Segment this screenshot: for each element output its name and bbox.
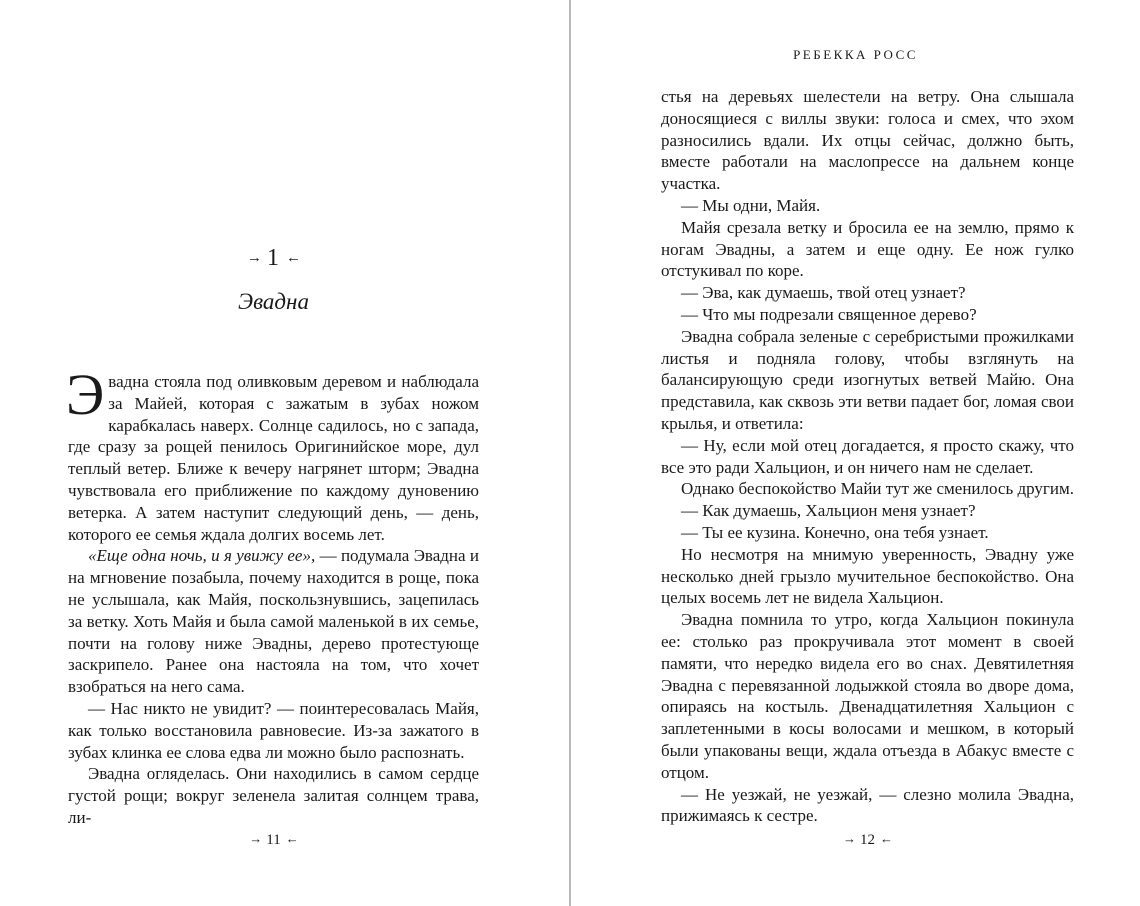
page-number: 12 [860,832,875,848]
left-page [0,0,569,906]
right-page-text [661,86,1074,827]
paragraph: Однако беспокойство Майи тут же сменилось другим. [681,479,1074,499]
paragraph: — Нас никто не увидит? — поинтересовалась Майя, как только восстановила равновесие. Из-за зажатого в зубах клинка ее слова едва ли можно было распознать. [68,698,479,762]
chapter-number-line [68,244,479,272]
drop-cap: Э [66,362,105,427]
paragraph: — Как думаешь, Хальцион меня узнает? [681,501,976,521]
page-number: 11 [266,832,281,848]
paragraph: — Ты ее кузина. Конечно, она тебя узнает. [681,522,989,542]
paragraph: — Ну, если мой отец догадается, я просто скажу, что все это ради Хальцион, и он ничего нам не сделает. [661,435,1074,477]
paragraph [68,545,479,698]
paragraph: — Эва, как думаешь, твой отец узнает? [681,283,966,303]
paragraph: — Не уезжай, не уезжай, — слезно молила Эвадна, прижимаясь к сестре. [661,784,1074,826]
paragraph: — Мы одни, Майя. [681,195,821,215]
chapter-heading [68,244,479,316]
paragraph: Эвадна помнила то утро, когда Хальцион покинула ее: столько раз прокручивала этот момент в своей памяти, что нередко видела его во снах. Девятилетняя Эвадна с перевязанной лодыжкой стояла во дворе дома, опираясь на костыль. Двенадцатилетняя Хальцион с заплетенными в косы волосами и мешком, в который были упакованы вещи, ждала отъезда в Абакус вместе с отцом. [661,610,1074,782]
paragraph: — Что мы подрезали священное дерево? [681,304,977,324]
chapter-number: 1 [267,245,280,271]
paragraph: Эвадна огляделась. Они находились в самом сердце густой рощи; вокруг зеленела залитая солнцем трава, ли- [68,764,479,827]
paragraph: стья на деревьях шелестели на ветру. Она слышала доносящиеся с виллы звуки: голоса и смех, что эхом разносились вдали. Их отцы сейчас, должно быть, вместе работали на маслопрессе на дальнем конце участка. [661,87,1074,194]
page-number-left [68,831,479,849]
left-page-text [66,362,480,829]
page-number-right [661,831,1074,849]
paragraph-text: — подумала Эвадна и на мгновение позабыла, почему находится в роще, пока не услышала, как Майя, поскользнувшись, зацепилась за ветку. Хоть Майя и была самой маленькой в их семье, почти на голову ниже Эвадны, дерево протестующе заскрипело. Ранее она настояла на том, что хочет взобраться на него сама. [68,546,480,697]
running-head: РЕБЕККА РОСС [793,47,918,62]
chapter-title: Эвадна [238,289,309,314]
paragraph: Эвадна собрала зеленые с серебристыми прожилками листья и подняла голову, чтобы взглянуть на балансирующую среди изогнутых ветвей Майю. Она представила, как сквозь эти ветви падает бог, ломая свои крылья, и ответила: [661,326,1074,433]
italic-quote: «Еще одна ночь, и я увижу ее», [88,546,316,566]
arrow-right-ornament: → [247,250,261,266]
arrow-right-ornament: → [249,831,262,846]
paragraph [66,362,479,545]
paragraph: Но несмотря на мнимую уверенность, Эвадну уже несколько дней грызло мучительное беспокойство. Она целых восемь лет не видела Хальцион. [661,544,1074,608]
paragraph: Майя срезала ветку и бросила ее на землю, прямо к ногам Эвадны, а затем и еще одну. Ее нож гулко отстукивал по коре. [661,217,1074,281]
right-page [571,0,1140,906]
arrow-left-ornament: ← [285,831,298,846]
arrow-left-ornament: ← [286,250,300,266]
arrow-right-ornament: → [843,831,855,846]
arrow-left-ornament: ← [880,831,892,846]
paragraph-text: вадна стояла под оливковым деревом и наблюдала за Майей, которая с зажатым в зубах ножом карабкалась наверх. Солнце садилось, но с запада, где сразу за рощей пенилось Оригинийское море, дул теплый ветер. Ближе к вечеру нагрянет шторм; Эвадна чувствовала его приближение по каждому дуновению ветерка. А затем наступит следующий день, — день, которого ее семья ждала долгих восемь лет. [68,372,479,544]
